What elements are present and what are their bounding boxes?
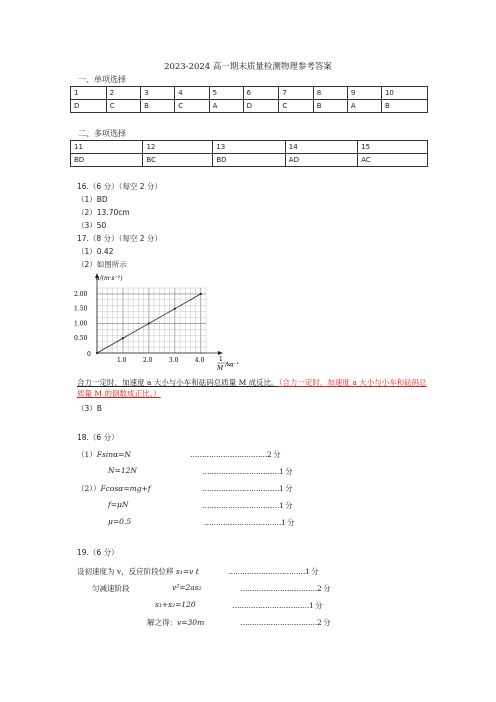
y-tick-label: 1.50 [74, 305, 88, 313]
q18-eq-2: N=12N [108, 466, 137, 475]
q19-eq-4: v=30m [177, 618, 205, 627]
q17-answer-3: （3）B [77, 404, 102, 413]
q18-eq-4: f=μN [108, 500, 129, 509]
q18-eq-3: Fcosα=mg+f [100, 484, 151, 493]
y-tick-label: 0.50 [74, 335, 88, 343]
table-answer-row [71, 154, 428, 167]
acceleration-graph [72, 270, 272, 374]
question-number-cell: 9 [347, 87, 381, 100]
question-number-cell: 5 [209, 87, 243, 100]
question-number-cell: 15 [358, 141, 428, 154]
q19-eq-2: v²=2as₂ [172, 583, 202, 592]
q18-eq-1: Fsinα=N [96, 450, 131, 459]
answer-cell: B [381, 100, 427, 113]
q16-answer-1: （1）BD [77, 195, 108, 204]
answer-cell: BD [213, 154, 285, 167]
y-tick-label: 1.00 [74, 320, 88, 328]
answer-cell: AC [358, 154, 428, 167]
answer-cell: C [279, 100, 313, 113]
x-tick-label: 2.0 [142, 357, 153, 364]
question-number-cell: 14 [285, 141, 357, 154]
table-header-row [71, 141, 428, 154]
answer-cell: B [141, 100, 175, 113]
question-number-cell: 6 [243, 87, 279, 100]
q19-eq-1: s₁=v t [176, 567, 199, 576]
document-title: 2023-2024 高一期末质量检测物理参考答案 [164, 62, 332, 72]
question-number-cell: 3 [141, 87, 175, 100]
q18-row-2 [108, 466, 137, 475]
q17-conclusion [77, 377, 427, 399]
chart-axes [95, 273, 223, 355]
q19-text-4: 解之得： [147, 618, 177, 627]
q19-score-1: ……………………………1 分 [228, 567, 319, 576]
q18-score-4: ……………………………1 分 [202, 501, 293, 510]
table-header-row [71, 87, 428, 100]
q16-answer-2: （2）13.70cm [77, 208, 130, 217]
q19-score-2: ……………………………2 分 [240, 584, 331, 593]
conclusion-red: （合力一定时，加速度 a 大小与小车和砝码总质量 M 的倒数成正比。） [77, 378, 427, 398]
q18-score-5: ……………………………1 分 [204, 518, 295, 527]
question-number-cell: 11 [71, 141, 143, 154]
answer-cell: C [175, 100, 209, 113]
question-number-cell: 1 [71, 87, 107, 100]
question-number-cell: 13 [213, 141, 285, 154]
q18-score-1: ……………………………2 分 [190, 450, 281, 459]
answer-cell: BC [143, 154, 213, 167]
x-tick-label: 1.0 [116, 357, 127, 364]
q19-row-2 [92, 583, 130, 594]
x-tick-label: 4.0 [194, 357, 205, 364]
answer-cell: C [106, 100, 140, 113]
q18-score-2: ……………………………1 分 [202, 467, 293, 476]
q16-heading: 16.（6 分）（每空 2 分） [77, 182, 162, 191]
q17-answer-1: （1）0.42 [77, 247, 114, 256]
q19-row-1 [77, 566, 199, 577]
q18-label-1: （1） [77, 450, 97, 459]
origin-label: 0 [87, 351, 91, 358]
q19-row-3 [155, 600, 196, 609]
question-number-cell: 7 [279, 87, 313, 100]
q16-answer-3: （3）50 [77, 221, 107, 230]
q18-label-3: （2）） [77, 484, 101, 493]
q17-heading: 17.（8 分）（每空 2 分） [77, 234, 162, 243]
q18-row-4 [108, 500, 129, 509]
data-point [174, 308, 176, 310]
data-point [200, 293, 202, 295]
answer-cell: BD [71, 154, 143, 167]
question-number-cell: 12 [143, 141, 213, 154]
q19-text-2: 匀减速阶段 [92, 584, 130, 593]
q19-text-1: 设初速度为 v，反应阶段位移 [77, 567, 174, 576]
q19-heading: 19.（6 分） [77, 548, 119, 557]
question-number-cell: 10 [381, 87, 427, 100]
q18-row-5 [108, 517, 131, 526]
q17-answer-2: （2）如图所示 [77, 260, 127, 269]
question-number-cell: 4 [175, 87, 209, 100]
q18-eq-5: μ=0.5 [108, 517, 132, 526]
answer-cell: B [313, 100, 347, 113]
answer-cell: D [243, 100, 279, 113]
data-point [122, 337, 124, 339]
answer-cell: D [71, 100, 107, 113]
q18-score-3: ……………………………1 分 [202, 484, 293, 493]
x-axis-label-numerator: 1 [219, 356, 223, 363]
section-multiple-choice: 二、多项选择 [78, 129, 126, 138]
q19-eq-3: s₁+s₂=120 [155, 600, 196, 609]
q18-row-1 [77, 449, 131, 460]
answer-cell: AD [285, 154, 357, 167]
q18-row-3 [77, 483, 151, 494]
data-point [96, 352, 98, 354]
x-axis-label-denominator: M [217, 365, 224, 372]
q18-heading: 18.（6 分） [77, 433, 119, 442]
x-tick-label: 3.0 [168, 357, 179, 364]
multiple-choice-table [70, 140, 428, 167]
y-axis-label: a/(m·s⁻²) [96, 275, 123, 282]
q19-score-3: ……………………………1 分 [232, 601, 323, 610]
table-answer-row [71, 100, 428, 113]
section-single-choice: 一、单项选择 [78, 75, 126, 84]
q19-score-4: ……………………………2 分 [240, 618, 331, 627]
x-axis-arrow [218, 351, 223, 355]
x-axis-label-unit: /kg⁻¹ [225, 362, 239, 368]
answer-cell: A [347, 100, 381, 113]
question-number-cell: 8 [313, 87, 347, 100]
data-point [148, 322, 150, 324]
answer-cell: A [209, 100, 243, 113]
single-choice-table [70, 86, 428, 113]
conclusion-black: 合力一定时，加速度 a 大小与小车和砝码总质量 M 成反比。 [77, 378, 279, 387]
q19-row-4 [147, 617, 204, 628]
question-number-cell: 2 [106, 87, 140, 100]
y-tick-label: 2.00 [74, 290, 88, 298]
